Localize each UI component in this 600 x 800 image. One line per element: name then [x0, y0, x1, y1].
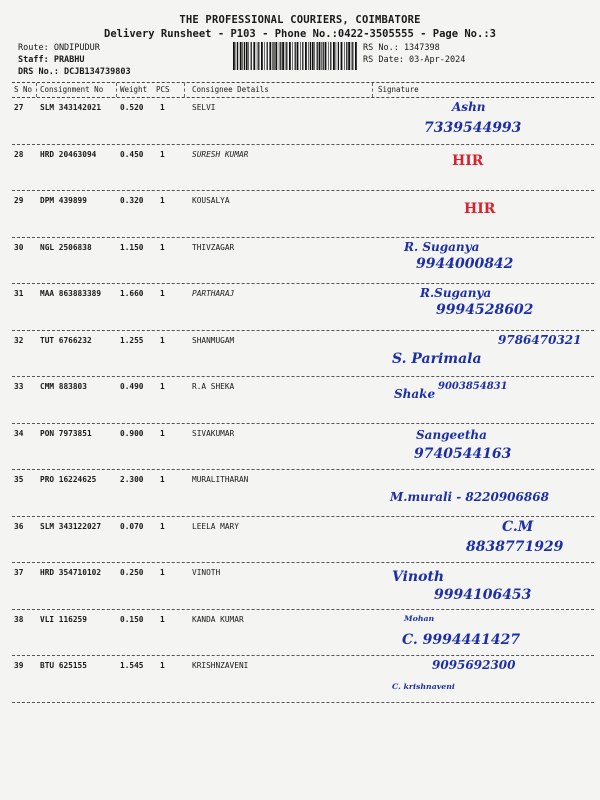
barcode-image	[232, 42, 358, 70]
table-row	[12, 470, 594, 517]
row-sno: 39	[14, 661, 24, 670]
signature-phone: C. 9994441427	[402, 631, 521, 648]
signature-mark: HIR	[464, 201, 496, 217]
signature-mark: HIR	[452, 152, 484, 169]
table-row	[12, 191, 594, 238]
row-consignment: MAA 863883389	[40, 289, 102, 298]
col-signature: Signature	[378, 85, 419, 94]
table-row	[12, 377, 594, 424]
row-weight: 2.300	[120, 475, 144, 484]
row-consignment: PON 7973851	[40, 428, 92, 438]
signature-mark: R. Suganya	[404, 239, 480, 254]
barcode-bar	[242, 42, 243, 70]
drs-text: DRS No.: DCJB134739803	[18, 67, 131, 77]
signature-mark: Mohan	[404, 613, 435, 623]
row-pcs: 1	[160, 661, 165, 670]
barcode-bar	[310, 42, 311, 70]
row-weight: 1.545	[120, 661, 144, 670]
barcode-bar	[336, 42, 337, 70]
signature-mark: Ashn	[452, 100, 486, 114]
row-sno: 32	[14, 335, 24, 345]
barcode-bar	[286, 42, 287, 70]
table-body	[12, 98, 594, 703]
row-sno: 37	[14, 568, 24, 577]
barcode-bar	[295, 42, 296, 70]
row-pcs: 1	[160, 382, 165, 391]
barcode-bar	[314, 42, 315, 70]
row-weight: 1.255	[120, 335, 144, 345]
row-pcs: 1	[160, 149, 165, 159]
signature-mark: Shake	[394, 387, 436, 401]
col-consignee: Consignee Details	[192, 85, 269, 94]
barcode-bar	[240, 42, 242, 70]
barcode-bar	[237, 42, 238, 70]
barcode-bar	[344, 42, 345, 70]
barcode-bar	[248, 42, 249, 70]
table-header	[12, 82, 594, 98]
signature-phone: 9003854831	[438, 381, 508, 392]
barcode-bar	[280, 42, 281, 70]
row-pcs: 1	[160, 289, 165, 298]
barcode-bar	[300, 42, 301, 70]
row-consignee: VINOTH	[192, 568, 221, 577]
signature-phone: 7339544993	[424, 120, 522, 136]
row-sno: 30	[14, 242, 24, 252]
row-consignee: SURESH KUMAR	[192, 149, 249, 159]
row-pcs: 1	[160, 196, 165, 205]
row-consignment: DPM 439899	[40, 196, 87, 205]
row-sno: 34	[14, 428, 24, 438]
row-pcs: 1	[160, 242, 165, 252]
barcode-bar	[325, 42, 327, 70]
table-row	[12, 284, 594, 331]
page-subtitle: Delivery Runsheet - P103 - Phone No.:0422-3505555 - Page No.:3	[104, 28, 496, 40]
row-sno: 28	[14, 149, 24, 159]
table-row	[12, 656, 594, 703]
barcode-bar	[233, 42, 235, 70]
row-consignment: VLI 116259	[40, 614, 87, 624]
row-consignment: CMM 883803	[40, 382, 87, 391]
row-pcs: 1	[160, 568, 165, 577]
row-consignee: THIVZAGAR	[192, 242, 235, 252]
barcode-bar	[351, 42, 352, 70]
signature-phone: 8838771929	[466, 538, 564, 555]
page-title: THE PROFESSIONAL COURIERS, COIMBATORE	[179, 14, 421, 26]
signature-phone: 9786470321	[498, 332, 582, 347]
row-weight: 0.520	[120, 103, 144, 112]
meta-right	[363, 42, 465, 66]
col-pcs: PCS	[156, 85, 170, 94]
row-weight: 1.660	[120, 289, 144, 298]
barcode-bar	[333, 42, 335, 70]
barcode-bar	[319, 42, 321, 70]
barcode-bar	[312, 42, 314, 70]
row-consignment: HRD 20463094	[40, 149, 97, 159]
row-pcs: 1	[160, 521, 165, 531]
barcode-bar	[236, 42, 237, 70]
row-pcs: 1	[160, 103, 165, 112]
signature-mark: R.Suganya	[420, 286, 492, 300]
row-weight: 0.150	[120, 614, 144, 624]
col-sno: S No	[14, 85, 33, 94]
table-row	[12, 424, 594, 471]
staff-text: Staff: PRABHU	[18, 55, 85, 65]
row-sno: 36	[14, 521, 24, 531]
rs-date: RS Date: 03-Apr-2024	[363, 55, 466, 65]
row-consignee: SELVI	[192, 103, 216, 112]
row-pcs: 1	[160, 428, 165, 438]
row-weight: 0.250	[120, 568, 144, 577]
barcode-bar	[253, 42, 255, 70]
row-consignment: PRO 16224625	[40, 475, 97, 484]
row-weight: 0.070	[120, 521, 144, 531]
barcode-bar	[244, 42, 245, 70]
barcode-bar	[341, 42, 343, 70]
barcode-bar	[297, 42, 299, 70]
signature-mark: Sangeetha	[416, 427, 487, 442]
row-consignee: PARTHARAJ	[192, 289, 235, 298]
barcode-bar	[355, 42, 357, 70]
barcode-bar	[269, 42, 271, 70]
row-consignment: SLM 343142021	[40, 103, 102, 112]
row-consignment: HRD 354710102	[40, 568, 102, 577]
barcode-bar	[267, 42, 268, 70]
signature-mark: Vinoth	[392, 569, 445, 585]
barcode-bar	[282, 42, 284, 70]
barcode-bar	[257, 42, 258, 70]
signature-phone: 9944000842	[416, 255, 514, 272]
row-consignee: MURALITHARAN	[192, 475, 249, 484]
row-consignee: SIVAKUMAR	[192, 428, 235, 438]
barcode-bar	[323, 42, 324, 70]
table-row	[12, 145, 594, 192]
row-weight: 0.490	[120, 382, 144, 391]
signature-mark: C. krishnaveni	[392, 682, 455, 691]
table-row	[12, 610, 594, 657]
signature-phone: 9740544163	[414, 445, 512, 462]
row-pcs: 1	[160, 335, 165, 345]
row-pcs: 1	[160, 614, 165, 624]
row-consignment: NGL 2506838	[40, 242, 92, 252]
row-consignee: LEELA MARY	[192, 521, 239, 531]
runsheet-table	[12, 82, 594, 703]
row-consignee: KRISHNZAVENI	[192, 661, 249, 670]
barcode-bar	[338, 42, 339, 70]
table-row	[12, 517, 594, 564]
barcode-bar	[264, 42, 265, 70]
row-consignee: SHANMUGAM	[192, 335, 235, 345]
row-sno: 38	[14, 614, 24, 624]
barcode-bar	[246, 42, 248, 70]
barcode-bar	[317, 42, 318, 70]
row-consignee: KOUSALYA	[192, 196, 230, 205]
row-weight: 0.450	[120, 149, 144, 159]
barcode-bar	[328, 42, 329, 70]
barcode-bar	[302, 42, 303, 70]
table-row	[12, 98, 594, 145]
signature-mark: S. Parimala	[392, 350, 482, 367]
route-text: Route: ONDIPUDUR	[18, 43, 100, 53]
barcode-bar	[346, 42, 347, 70]
barcode-bar	[305, 42, 307, 70]
signature-phone: M.murali - 8220906868	[390, 490, 549, 504]
table-row	[12, 563, 594, 610]
barcode-bar	[275, 42, 277, 70]
row-weight: 0.900	[120, 428, 144, 438]
row-weight: 1.150	[120, 242, 144, 252]
row-consignment: SLM 343122027	[40, 521, 102, 531]
row-weight: 0.320	[120, 196, 144, 205]
row-sno: 27	[14, 103, 24, 112]
signature-phone: 9994528602	[436, 302, 534, 318]
table-row	[12, 331, 594, 378]
row-sno: 35	[14, 475, 24, 484]
table-row	[12, 238, 594, 285]
signature-phone: 9095692300	[432, 658, 516, 672]
barcode-bar	[285, 42, 286, 70]
barcode-bar	[292, 42, 293, 70]
signature-mark: C.M	[502, 518, 534, 535]
barcode-bar	[352, 42, 353, 70]
row-consignee: R.A SHEKA	[192, 382, 235, 391]
barcode-bar	[251, 42, 252, 70]
rs-number: RS No.: 1347398	[363, 43, 440, 53]
signature-phone: 9994106453	[434, 587, 532, 603]
row-consignee: KANDA KUMAR	[192, 614, 244, 624]
barcode-bar	[348, 42, 350, 70]
barcode-bar	[308, 42, 309, 70]
col-consignment: Consignment No	[40, 85, 104, 94]
row-pcs: 1	[160, 475, 165, 484]
row-sno: 33	[14, 382, 24, 391]
barcode-bar	[273, 42, 274, 70]
barcode-bar	[279, 42, 280, 70]
barcode-bar	[258, 42, 259, 70]
row-sno: 29	[14, 196, 24, 205]
row-consignment: TUT 6766232	[40, 335, 92, 345]
barcode-bar	[321, 42, 322, 70]
barcode-bar	[261, 42, 263, 70]
barcode-bar	[272, 42, 273, 70]
row-consignment: BTU 625155	[40, 661, 87, 670]
col-weight: Weight	[120, 85, 148, 94]
meta-left	[18, 42, 131, 78]
row-sno: 31	[14, 289, 24, 298]
barcode-bar	[289, 42, 291, 70]
barcode-bar	[330, 42, 331, 70]
